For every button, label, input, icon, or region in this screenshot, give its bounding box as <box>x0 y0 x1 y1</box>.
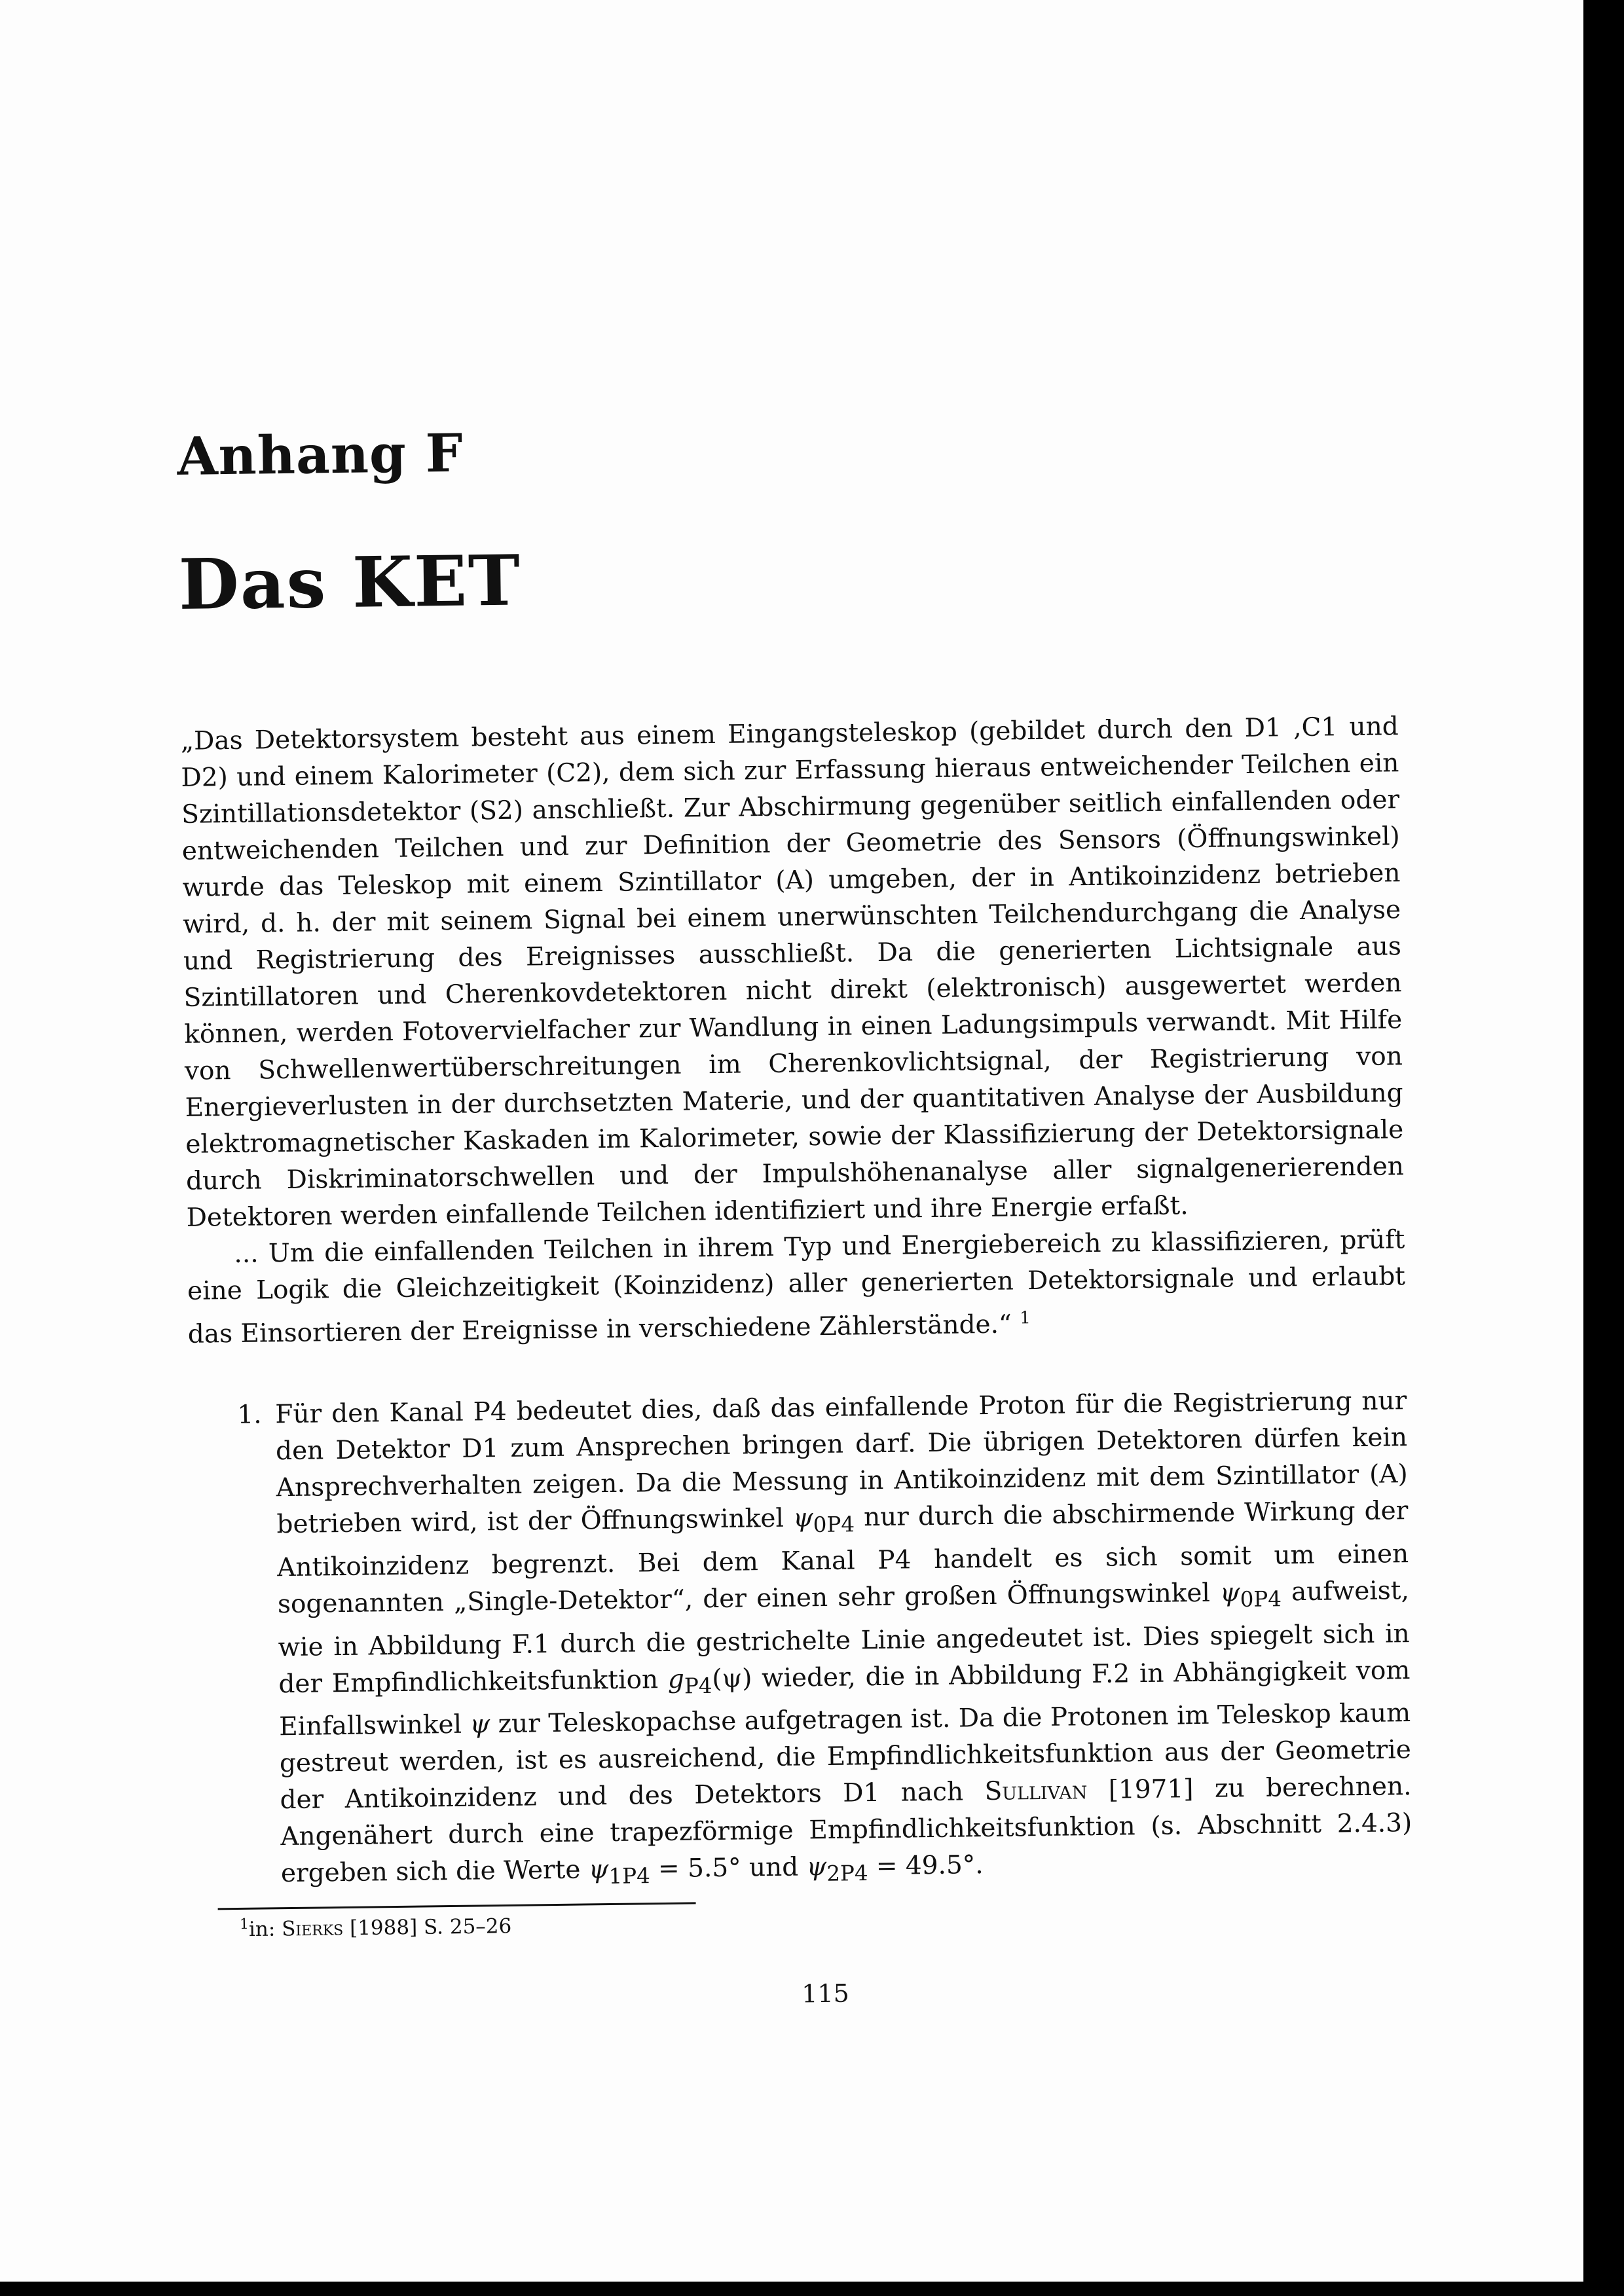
text-segment: = 49.5°. <box>868 1850 984 1882</box>
psi-subscript: 2P4 <box>826 1861 868 1887</box>
list-item-number: 1. <box>237 1400 262 1430</box>
psi-symbol: ψ <box>588 1855 609 1885</box>
psi-subscript: 1P4 <box>608 1863 650 1889</box>
text-segment: aufweist, wie in Abbildung F.1 durch die gestrichelte Linie angedeutet ist. Dies spiegelt sich in der Empfindlichkeitsfunktion <box>278 1575 1410 1699</box>
footnote <box>240 1913 512 1941</box>
quote-paragraph-1: „Das Detektorsystem besteht aus einem Eingangsteleskop (gebildet durch den D1 ,C1 und D2) und einem Kalorimeter (C2), dem sich zur Erfassung hieraus entweichender Teilchen ein Szintillationsdetektor (S2) anschließt. Zur Abschirmung gegenüber seitlich einfallenden oder entweichenden Teilchen und zur Definition der Geometrie des Sensors (Öffnungswinkel) wurde das Teleskop mit einem Szintillator (A) umgeben, der in Antikoinzidenz betrieben wird, d. h. der mit seinem Signal bei einem unerwünschten Teilchendurchgang die Analyse und Registrierung des Ereignisses ausschließt. Da die generierten Lichtsignale aus Szintillatoren und Cherenkovdetektoren nicht direkt (elektronisch) ausgewertet werden können, werden Fotovervielfacher zur Wandlung in einen Ladungsimpuls verwandt. Mit Hilfe von Schwellenwertüberschreitungen im Cherenkovlichtsignal, der Registrierung von Energieverlusten in der durchsetzten Materie, und der quantitativen Analyse der Ausbildung elektromagnetischer Kaskaden im Kalorimeter, sowie der Klassifizierung der Detektorsignale durch Diskriminatorschwellen und der Impulshöhenanalyse aller signalgenerierenden Detektoren werden einfallende Teilchen identifiziert und ihre Energie erfaßt. <box>180 712 1405 1233</box>
psi-subscript: 0P4 <box>1240 1586 1282 1612</box>
quote-block <box>180 708 1406 1353</box>
footnote-rest: [1988] S. 25–26 <box>343 1914 512 1941</box>
g-function-argument: (ψ) <box>712 1663 752 1694</box>
list-item-text <box>275 1386 1412 1888</box>
footnote-marker: 1 <box>239 1916 249 1933</box>
numbered-list <box>189 1383 1412 1900</box>
list-item <box>189 1383 1412 1900</box>
author-citation: Sullivan <box>984 1776 1088 1807</box>
footnote-prefix: in: <box>248 1917 282 1942</box>
quote-paragraph-2-text: ... Um die einfallenden Teilchen in ihrem Typ und Energiebereich zu klassifizieren, prüft eine Logik die Gleichzeitigkeit (Koinzidenz) aller generierten Detektorsignale und erlaubt das Einsortieren der Ereignisse in verschiedene Zählerstände.“ <box>187 1225 1406 1349</box>
chapter-label: Anhang F <box>176 422 464 487</box>
text-segment: [1971] zu berechnen. Angenähert durch eine trapezförmige Empfindlichkeitsfunktion (s. Abschnitt 2.4.3) ergeben sich die Werte <box>280 1772 1412 1889</box>
psi-subscript: 0P4 <box>813 1512 855 1537</box>
text-segment: wieder, die in Abbildung F.2 in Abhängigkeit vom Einfallswinkel <box>278 1655 1411 1742</box>
g-function-subscript: P4 <box>684 1673 712 1699</box>
text-segment: Für den Kanal P4 bedeutet dies, daß das einfallende Proton für die Registrierung nur den Detektor D1 zum Ansprechen bringen darf. Die übrigen Detektoren dürfen kein Ansprechverhalten zeigen. Da die Messung in Antikoinzidenz mit dem Szintillator (A) betrieben wird, ist der Öffnungswinkel <box>275 1386 1408 1540</box>
psi-symbol: ψ <box>470 1709 490 1740</box>
text-segment: nur durch die abschirmende Wirkung der Antikoinzidenz begrenzt. Bei dem Kanal P4 handelt es sich somit um einen sogenannten „Single-Detektor“, der einen sehr großen Öffnungswinkel <box>276 1496 1409 1619</box>
quote-paragraph-2 <box>187 1222 1406 1353</box>
text-segment: = 5.5° und <box>650 1852 807 1884</box>
footnote-author: Sierks <box>281 1916 344 1941</box>
psi-symbol: ψ <box>806 1852 827 1882</box>
chapter-title: Das KET <box>178 539 522 625</box>
scan-border-bottom <box>0 2282 1583 2296</box>
text-segment: zur Teleskopachse aufgetragen ist. Da die Protonen im Teleskop kaum gestreut werden, ist es ausreichend, die Empfindlichkeitsfunktion aus der Geometrie der Antikoinzidenz und des Detektors D1 nach <box>279 1698 1412 1815</box>
psi-symbol: ψ <box>792 1503 813 1533</box>
scan-border-right <box>1583 0 1624 2296</box>
footnote-divider <box>218 1902 696 1910</box>
footnote-reference: 1 <box>1020 1308 1031 1328</box>
g-function-symbol: g <box>667 1664 685 1694</box>
page-number: 115 <box>802 1978 850 2009</box>
psi-symbol: ψ <box>1219 1578 1240 1608</box>
